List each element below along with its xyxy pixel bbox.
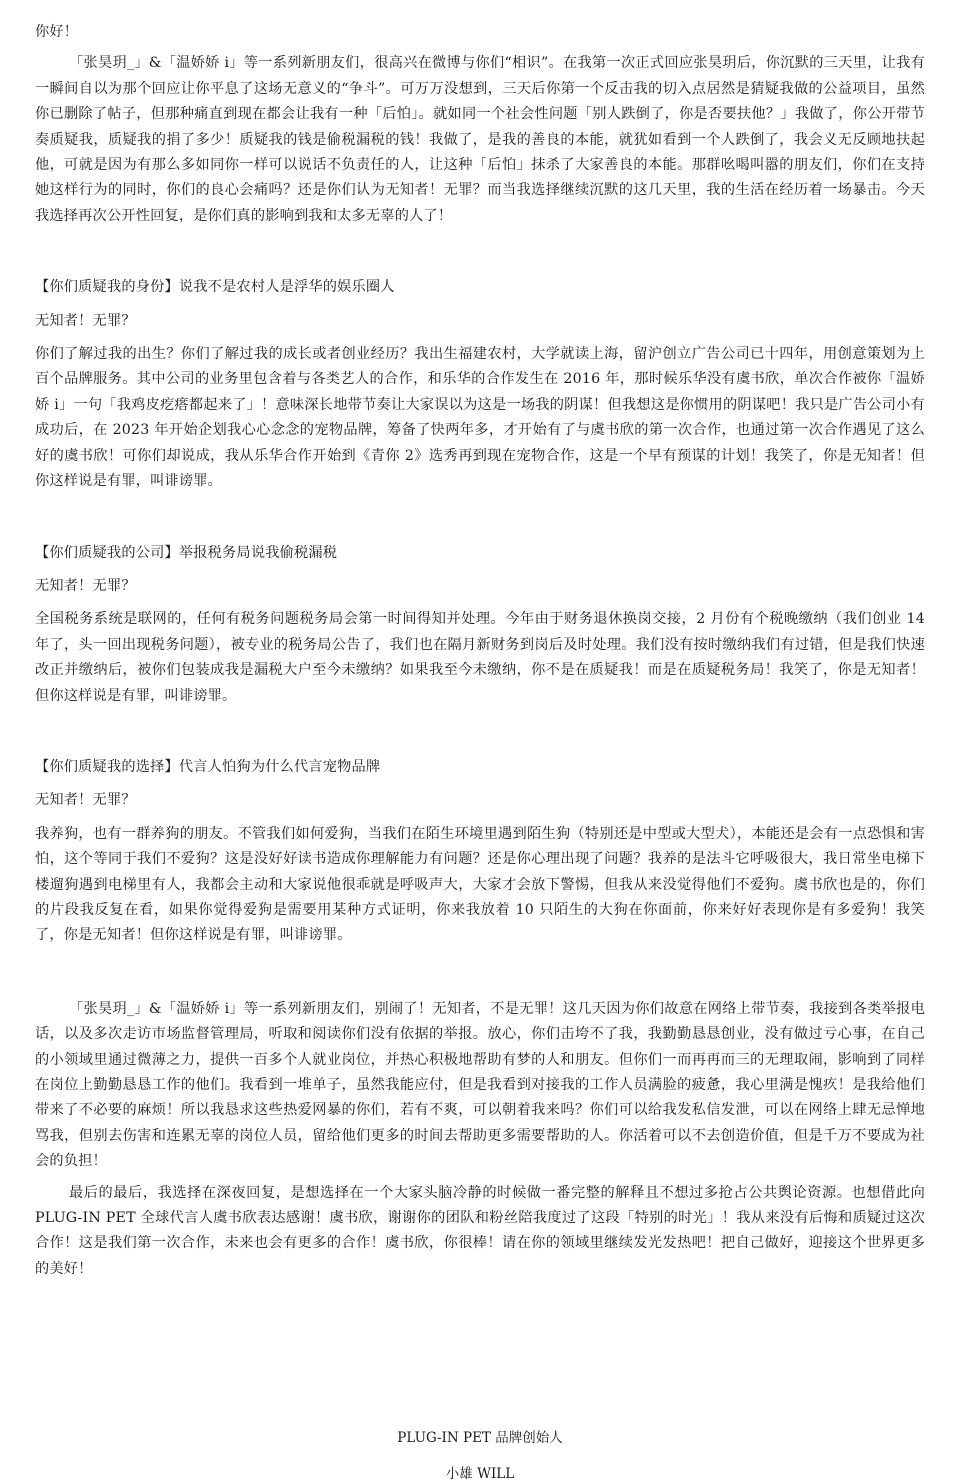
section-heading: 【你们质疑我的选择】代言人怕狗为什么代言宠物品牌 — [35, 758, 381, 775]
section-heading: 【你们质疑我的身份】说我不是农村人是浮华的娱乐圈人 — [35, 279, 395, 296]
signature-title: PLUG-IN PET 品牌创始人 — [397, 1430, 563, 1446]
section-body: 全国税务系统是联网的，任何有税务问题税务局会第一时间得知并处理。今年由于财务退休换岗交接，2 月份有个税晚缴纳（我们创业 14 年了，头一回出现税务问题），被专业的税务局公告了，我们也在隔月新财务到岗后及时处理。我们没有按时缴纳我们有过错，但是我们快速改正并缴纳后，被你们包装成我是漏税大户至今未缴纳？如果我至今未缴纳，你不是在质疑我！而是在质疑税务局！我笑了，你是无知者！但你这样说是有罪，叫诽谤罪。 — [35, 611, 925, 704]
section-body: 我养狗，也有一群养狗的朋友。不管我们如何爱狗，当我们在陌生环境里遇到陌生狗（特别还是中型或大型犬），本能还是会有一点恐惧和害怕，这个等同于我们不爱狗？这是没好好读书造成你理解能力有问题？还是你心理出现了问题？我养的是法斗它呼吸很大，我日常坐电梯下楼遛狗遇到电梯里有人，我都会主动和大家说他很乖就是呼吸声大，大家才会放下警惕，但我从来没觉得他们不爱狗。虞书欣也是的，你们的片段我反复在看，如果你觉得爱狗是需要用某种方式证明，你来我放着 10 只陌生的大狗在你面前，你来好好表现你是有多爱狗！我笑了，你是无知者！但你这样说是有罪，叫诽谤罪。 — [35, 825, 925, 944]
closing-paragraph-2: 最后的最后，我选择在深夜回复，是想选择在一个大家头脑冷静的时候做一番完整的解释且不想过多抢占公共舆论资源。也想借此向 PLUG-IN PET 全球代言人虞书欣表达感谢！虞书欣，谢谢你的团队和粉丝陪我度过了这段「特别的时光」！我从来没有后悔和质疑过这次合作！这是我们第一次合作，未来也会有更多的合作！虞书欣，你很棒！请在你的领域里继续发光发热吧！把自己做好，迎接这个世界更多的美好！ — [35, 1184, 925, 1277]
intro-paragraph: 「张昊玥_」&「温娇娇 i」等一系列新朋友们，很高兴在微博与你们“相识”。在我第一次正式回应张昊玥后，你沉默的三天里，让我有一瞬间自以为那个回应让你平息了这场无意义的“争斗”。可万万没想到，三天后你第一个反击我的切入点居然是猜疑我做的公益项目，虽然你已删除了帖子，但那种痛直到现在都会让我有一种「后怕」。就如同一个社会性问题「别人跌倒了，你是否要扶他？」我做了，你公开带节奏质疑我，质疑我的捐了多少！质疑我的钱是偷税漏税的钱！我做了，是我的善良的本能，就犹如看到一个人跌倒了，我会义无反顾地扶起他，可就是因为有那么多如同你一样可以说话不负责任的人，让这种「后怕」抹杀了大家善良的本能。那群吆喝叫嚣的朋友们，你们在支持她这样行为的同时，你们的良心会痛吗？还是你们认为无知者！无罪？而当我选择继续沉默的这几天里，我的生活在经历着一场暴击。今天我选择再次公开性回复，是你们真的影响到我和太多无辜的人了！ — [35, 55, 925, 224]
section-refrain: 无知者！无罪？ — [35, 312, 136, 329]
section-company — [35, 541, 925, 709]
section-heading: 【你们质疑我的公司】举报税务局说我偷税漏税 — [35, 544, 338, 561]
greeting: 你好！ — [35, 24, 79, 40]
section-refrain: 无知者！无罪？ — [35, 577, 136, 594]
section-identity — [35, 275, 925, 494]
section-refrain: 无知者！无罪？ — [35, 792, 136, 809]
section-body: 你们了解过我的出生？你们了解过我的成长或者创业经历？我出生福建农村，大学就读上海，留沪创立广告公司已十四年，用创意策划为上百个品牌服务。其中公司的业务里包含着与各类艺人的合作，和乐华的合作发生在 2016 年，那时候乐华没有虞书欣，单次合作被你「温娇娇 i」一句「我鸡皮疙瘩都起来了」！意味深长地带节奏让大家误以为这是一场我的阴谋！但我想这是你惯用的阴谋吧！我只是广告公司小有成功后，在 2023 年开始企划我心心念念的宠物品牌，筹备了快两年多，才开始有了与虞书欣的第一次合作，也通过第一次合作遇见了这么好的虞书欣！可你们却说成，我从乐华合作开始到《青你 2》选秀再到现在宠物合作，这是一个早有预谋的计划！我笑了，你是无知者！但你这样说是有罪，叫诽谤罪。 — [35, 346, 925, 490]
closing-paragraph-1: 「张昊玥_」&「温娇娇 i」等一系列新朋友们，别闹了！无知者，不是无罪！这几天因为你们故意在网络上带节奏，我接到各类举报电话，以及多次走访市场监督管理局，听取和阅读你们没有依据的举报。放心，你们击垮不了我，我勤勤恳恳创业，没有做过亏心事，在自己的小领域里通过微薄之力，提供一百多个人就业岗位，并热心积极地帮助有梦的人和朋友。但你们一而再再而三的无理取闹，影响到了同样在岗位上勤勤恳恳工作的他们。我看到一堆单子，虽然我能应付，但是我看到对接我的工作人员满脸的疲惫，我心里满是愧疚！是我给他们带来了不必要的麻烦！所以我恳求这些热爱网暴的你们，若有不爽，可以朝着我来吗？你们可以给我发私信发泄，可以在网络上肆无忌惮地骂我，但别去伤害和连累无辜的岗位人员，留给他们更多的时间去帮助更多需要帮助的人。你活着可以不去创造价值，但是千万不要成为社会的负担！ — [35, 1000, 925, 1170]
signature-name: 小雄 WILL — [445, 1466, 515, 1482]
section-choice — [35, 755, 925, 949]
document-body — [35, 20, 925, 1282]
